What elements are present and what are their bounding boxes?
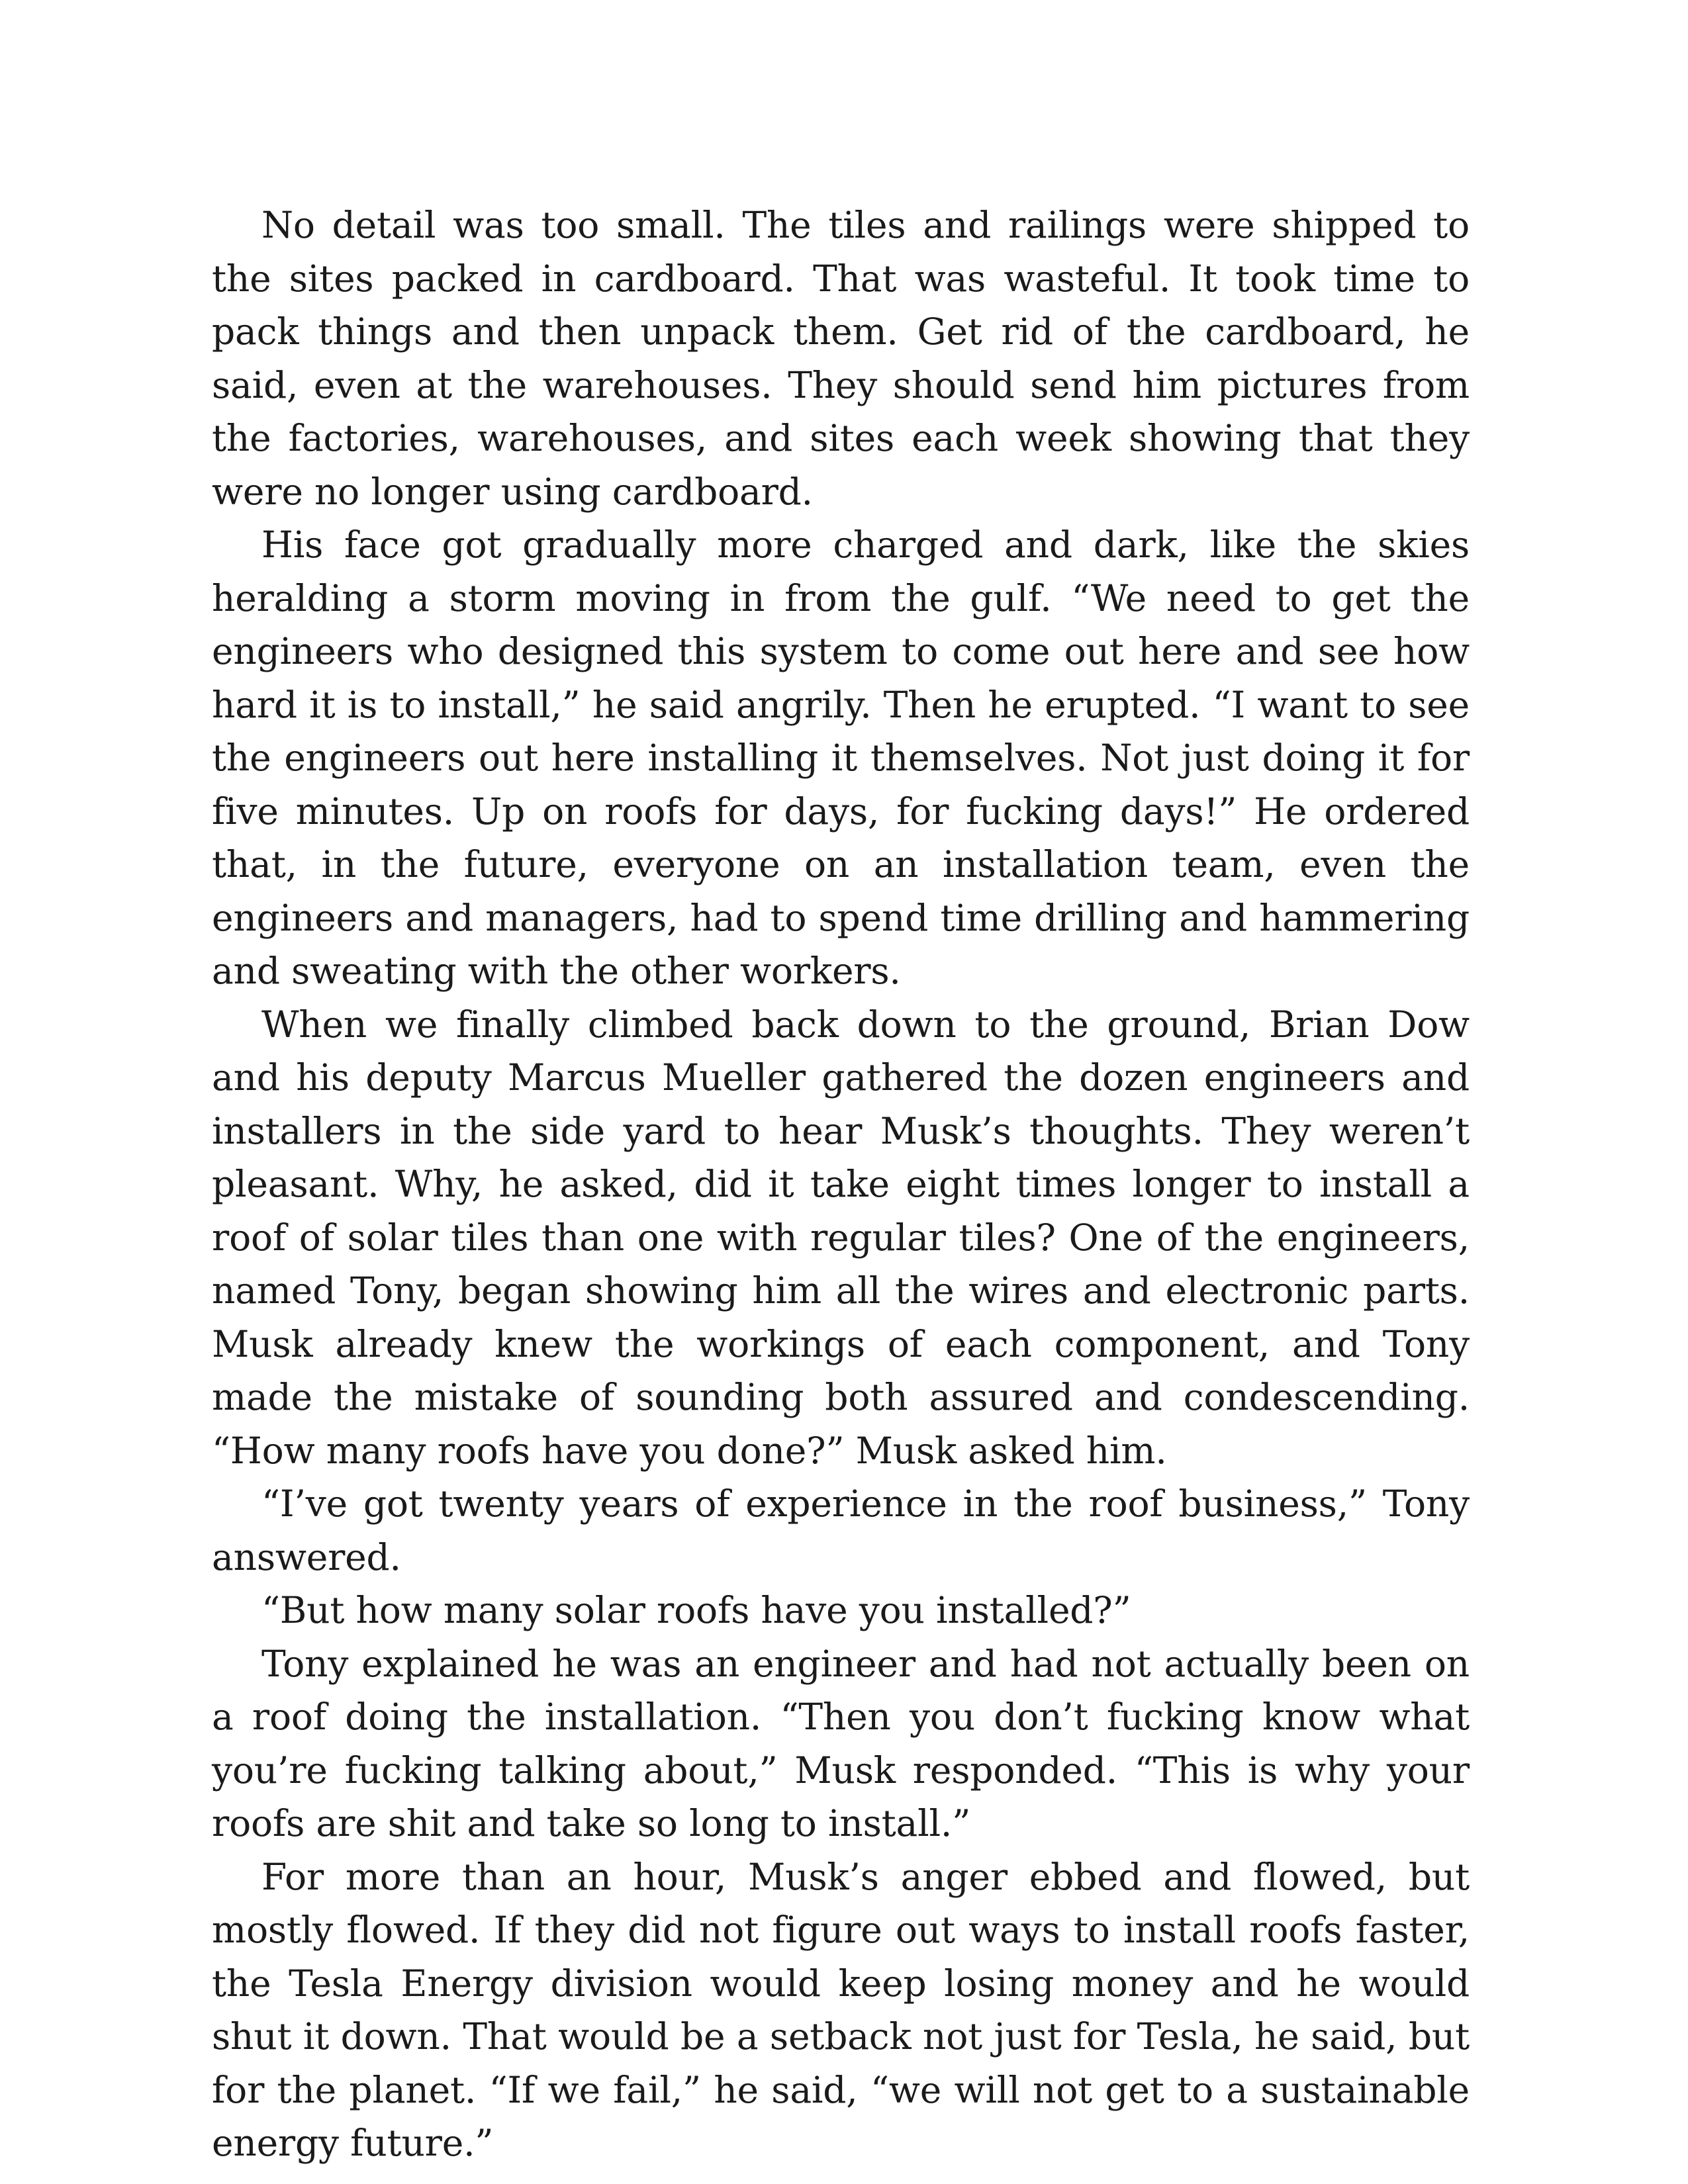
- paragraph-3: When we finally climbed back down to the ground, Brian Dow and his deputy Marcus Mueller gathered the dozen engineers and installers in the side yard to hear Musk’s thoughts. They weren’t pleasant. Why, he asked, did it take eight times longer to install a roof of solar tiles than one with regular tiles? One of the engineers, named Tony, began showing him all the wires and electronic parts. Musk already knew the workings of each component, and Tony made the mistake of sounding both assured and condescending. “How many roofs have you done?” Musk asked him.: [212, 1003, 1470, 1472]
- paragraph-7: For more than an hour, Musk’s anger ebbed and flowed, but mostly flowed. If they did not figure out ways to install roofs faster, the Tesla Energy division would keep losing money and he would shut it down. That would be a setback not just for Tesla, he said, but for the planet. “If we fail,” he said, “we will not get to a sustainable energy future.”: [212, 1855, 1470, 2164]
- paragraph-2: His face got gradually more charged and dark, like the skies heralding a storm moving in from the gulf. “We need to get the engineers who designed this system to come out here and see how hard it is to install,” he said angrily. Then he erupted. “I want to see the engineers out here installing it themselves. Not just doing it for five minutes. Up on roofs for days, for fucking days!” He ordered that, in the future, everyone on an installation team, even the engineers and managers, had to spend time drilling and hammering and sweating with the other workers.: [212, 523, 1470, 992]
- paragraph-1: No detail was too small. The tiles and railings were shipped to the sites packed in cardboard. That was wasteful. It took time to pack things and then unpack them. Get rid of the cardboard, he said, even at the warehouses. They should send him pictures from the factories, warehouses, and sites each week showing that they were no longer using cardboard.: [212, 204, 1470, 513]
- body-text: [212, 199, 1470, 2170]
- paragraph-6: Tony explained he was an engineer and had not actually been on a roof doing the installation. “Then you don’t fucking know what you’re fucking talking about,” Musk responded. “This is why your roofs are shit and take so long to install.”: [212, 1642, 1470, 1844]
- paragraph-5: “But how many solar roofs have you installed?”: [261, 1589, 1131, 1631]
- paragraph-4: “I’ve got twenty years of experience in the roof business,” Tony answered.: [212, 1482, 1470, 1578]
